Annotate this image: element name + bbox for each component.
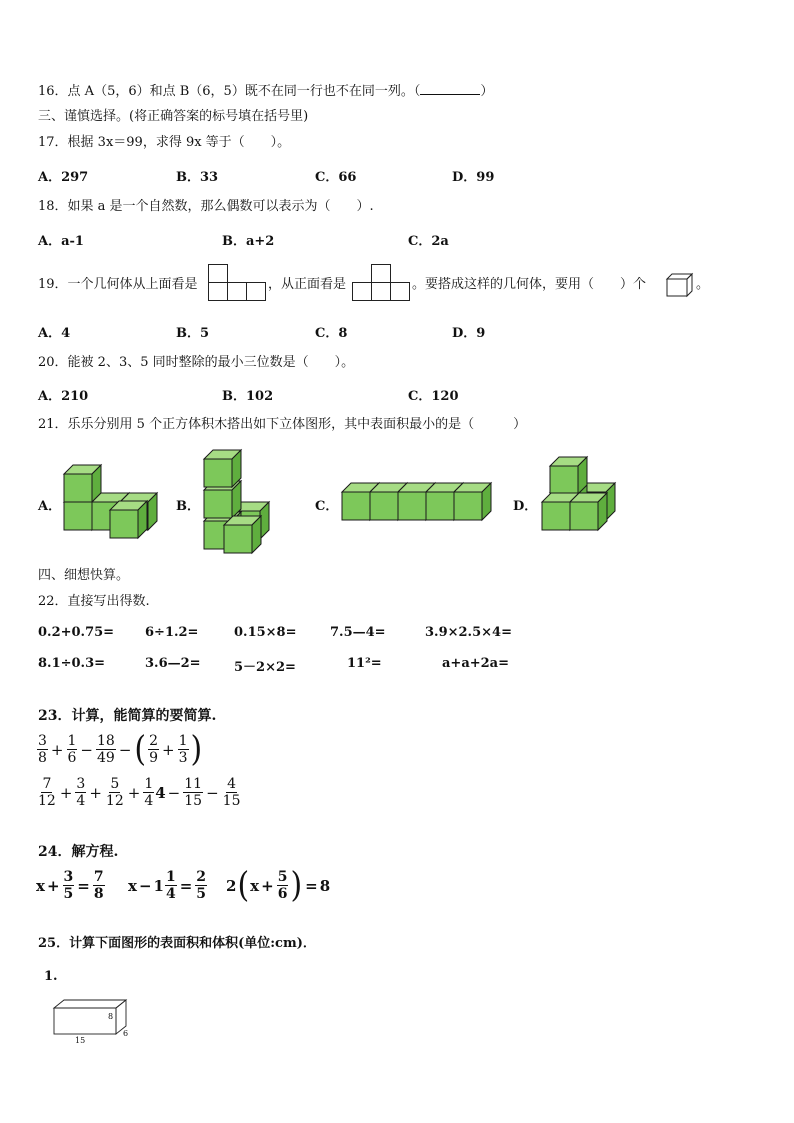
calc-item: 0.2+0.75= — [38, 625, 115, 640]
calc-item: 7.5—4= — [330, 625, 386, 640]
width-label: 6 — [123, 1029, 129, 1038]
question-18: 18．如果 a 是一个自然数，那么偶数可以表示为（ ）. — [38, 199, 374, 214]
expression-1: $\frac{3}{8}$ + $\frac{1}{6}$ − $\frac{18}{49}$ − ( $\frac{2}{9}$ + $\frac{1}{3}$ ) — [38, 728, 203, 770]
calc-item: 0.15×8= — [234, 625, 297, 640]
q21-option-c[interactable]: C． — [315, 499, 339, 514]
q19-option-b[interactable]: B．5 — [176, 326, 210, 341]
q19-option-a[interactable]: A．4 — [38, 326, 71, 341]
cube — [110, 501, 147, 538]
question-16: 16．点 A（5，6）和点 B（6，5）既不在同一行也不在同一列。（ ） — [38, 84, 494, 99]
equation-1: x + $\frac{3}{5}$ = $\frac{7}{8}$ — [36, 869, 104, 902]
cuboid-figure — [52, 998, 142, 1048]
calc-item: 11²= — [347, 656, 382, 671]
figure-d-cubes — [540, 462, 620, 542]
question-22: 22．直接写出得数. — [38, 594, 150, 609]
cube — [550, 457, 587, 494]
question-25: 25．计算下面图形的表面积和体积(单位:cm)． — [38, 936, 316, 951]
question-19-part3: 。要搭成这样的几何体，要用（ ）个 — [412, 277, 647, 292]
top-view-icon — [208, 264, 266, 302]
q20-option-c[interactable]: C．120 — [408, 389, 459, 404]
cube-icon — [666, 273, 694, 297]
question-23: 23．计算，能简算的要简算. — [38, 708, 217, 724]
question-20: 20．能被 2、3、5 同时整除的最小三位数是（ ）。 — [38, 355, 355, 370]
q21-option-b[interactable]: B． — [176, 499, 200, 514]
cube — [570, 493, 607, 530]
calc-item: 3.6—2= — [145, 656, 201, 671]
height-label: 8 — [108, 1012, 114, 1021]
answer-blank[interactable] — [420, 82, 480, 95]
calc-item: a+a+2a= — [442, 656, 509, 671]
calc-item: 8.1÷0.3= — [38, 656, 106, 671]
question-19-part2: ，从正面看是 — [268, 277, 347, 292]
q17-option-a[interactable]: A．297 — [38, 170, 89, 185]
length-label: 15 — [75, 1036, 86, 1045]
q21-option-a[interactable]: A． — [38, 499, 62, 514]
q17-option-d[interactable]: D．99 — [452, 170, 495, 185]
q19-option-d[interactable]: D．9 — [452, 326, 486, 341]
cube — [454, 483, 491, 520]
front-view-icon — [352, 264, 410, 302]
calc-item: 5－2×2= — [234, 660, 296, 675]
equation-2: x − 1 $\frac{1}{4}$ = $\frac{2}{5}$ — [128, 869, 207, 902]
calc-item: 6÷1.2= — [145, 625, 199, 640]
q17-option-c[interactable]: C．66 — [315, 170, 357, 185]
question-24: 24．解方程. — [38, 844, 119, 860]
figure-b-cubes — [200, 445, 280, 560]
q19-option-c[interactable]: C．8 — [315, 326, 348, 341]
q18-option-a[interactable]: A．a-1 — [38, 234, 84, 249]
question-19-part4: 。 — [696, 277, 710, 292]
figure-c-cubes — [340, 480, 500, 525]
q18-option-c[interactable]: C．2a — [408, 234, 449, 249]
q20-option-a[interactable]: A．210 — [38, 389, 89, 404]
q21-option-d[interactable]: D． — [513, 499, 538, 514]
item-number: 1. — [44, 969, 58, 984]
equation-3: 2 ( x + $\frac{5}{6}$ ) = 8 — [226, 864, 331, 906]
cube — [224, 516, 261, 553]
q17-option-b[interactable]: B．33 — [176, 170, 219, 185]
section-3-heading: 三、谨慎选择。(将正确答案的标号填在括号里) — [38, 109, 309, 124]
question-19-part1: 19．一个几何体从上面看是 — [38, 277, 198, 292]
question-21: 21．乐乐分别用 5 个正方体积木搭出如下立体图形，其中表面积最小的是（ ） — [38, 417, 527, 432]
section-4-heading: 四、细想快算。 — [38, 568, 130, 583]
cube — [204, 450, 241, 487]
figure-a-cubes — [60, 462, 160, 542]
q18-option-b[interactable]: B．a+2 — [222, 234, 275, 249]
q20-option-b[interactable]: B．102 — [222, 389, 274, 404]
expression-2: $\frac{7}{12}$ + $\frac{3}{4}$ + $\frac{5}{12}$ + $\frac{1}{4}$ 4 − $\frac{11}{15}$ − $\frac{4}{15}$ — [38, 776, 241, 809]
calc-item: 3.9×2.5×4= — [425, 625, 512, 640]
cube — [64, 465, 101, 502]
question-17: 17．根据 3x＝99，求得 9x 等于（ ）。 — [38, 135, 291, 150]
